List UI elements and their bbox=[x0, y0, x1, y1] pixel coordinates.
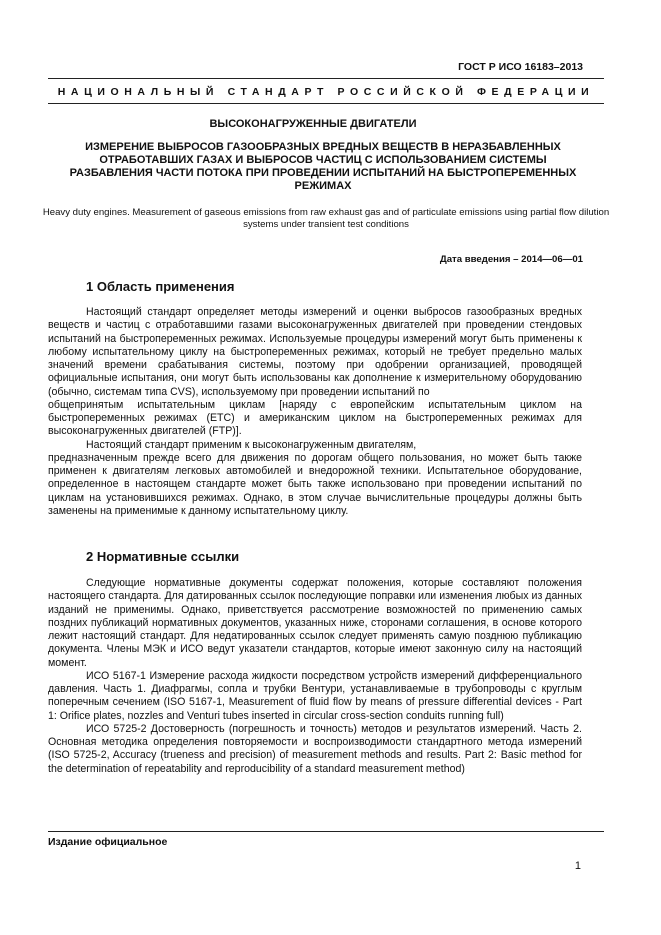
section-2-heading: 2 Нормативные ссылки bbox=[86, 549, 240, 564]
reference-iso-5167-1: ИСО 5167-1 Измерение расхода жидкости посредством устройств измерений дифференциального давления. Часть 1. Диафрагмы, сопла и трубки Вентури, устанавливаемые в трубопроводы с круглым поперечным сечением (ISO 5167-1, Measurement of fluid flow by means of pressure differential devices - Part 1: Orifice plates, nozzles and Venturi tubes inserted in circular cross-section conduits running full) bbox=[48, 669, 582, 722]
section-1-paragraph: Настоящий стандарт применим к высоконагруженным двигателям, bbox=[86, 438, 417, 451]
top-rule bbox=[48, 78, 604, 79]
section-1-paragraph: предназначенным прежде всего для движения по дорогам общего пользования, но может быть также применен к двигателям легковых автомобилей и внедорожной техники. Испытательное оборудование, определенное в настоящем стандарте может быть также использовано при проведении испытаний по циклам на установившихся режимах. Однако, в этом случае вычислительные процедуры должны быть заменены на применимые к данному испытательному циклу. bbox=[48, 451, 582, 517]
english-title: Heavy duty engines. Measurement of gaseous emissions from raw exhaust gas and of particulate emissions using partial flow dilution systems under transient test conditions bbox=[42, 207, 610, 230]
official-edition-label: Издание официальное bbox=[48, 836, 168, 848]
section-1-paragraph: общепринятым испытательным циклам [наряду с европейским испытательным циклом на быстропеременных режимах (ETC) и американским циклом на быстропеременных режимах для высоконагруженных двигателей (FTP)]. bbox=[48, 398, 582, 438]
introduction-date: Дата введения – 2014—06—01 bbox=[439, 254, 583, 265]
reference-iso-5725-2: ИСО 5725-2 Достоверность (погрешность и точность) методов и результатов измерений. Часть 2. Основная методика определения повторяемости и воспроизводимости стандартного метода измерений (ISO 5725-2, Accuracy (trueness and precision) of measurement methods and results. Part 2: Basic method for the determination of repeatability and reproducibility of a standard measurement method) bbox=[48, 722, 582, 775]
section-2-paragraph: Следующие нормативные документы содержат положения, которые составляют положения настоящего стандарта. Для датированных ссылок последующие поправки или изменения любых из данных изданий не применимы. Однако, приветствуется рассмотрение возможностей по применению самых поздних публикаций нормативных документов, указанных ниже, сторонами соглашения, в основе которого лежит настоящий стандарт. Для недатированных ссылок следует применять самую позднюю публикацию документа. Члены МЭК и ИСО ведут указатели стандартов, которые имеют законную силу на настоящий момент. bbox=[48, 577, 582, 669]
footer-rule bbox=[48, 831, 604, 832]
section-1-paragraph: Настоящий стандарт определяет методы измерений и оценки выбросов газообразных вредных веществ и частиц с отработавшими газами высоконагруженных двигателей при проведении стендовых испытаний на быстропеременных режимах. Используемые процедуры измерений могут быть применены к любому испытательному циклу на быстропеременных режимах, который не требует предельно малых значений времени срабатывания системы, поэтому при одобрении организацией, проводящей официальные испытания, они могут быть использованы как дополнение к измерительному оборудованию (обычно, системам типа CVS), используемому при проведении испытаний по bbox=[48, 306, 582, 398]
standard-designation: ГОСТ Р ИСО 16183–2013 bbox=[458, 61, 583, 73]
section-1-body bbox=[48, 306, 582, 518]
banner-rule bbox=[48, 103, 604, 104]
section-2-body bbox=[48, 577, 582, 776]
document-main-title: ВЫСОКОНАГРУЖЕННЫЕ ДВИГАТЕЛИ bbox=[209, 118, 417, 130]
document-sub-title: ИЗМЕРЕНИЕ ВЫБРОСОВ ГАЗООБРАЗНЫХ ВРЕДНЫХ ВЕЩЕСТВ В НЕРАЗБАВЛЕННЫХ ОТРАБОТАВШИХ ГАЗАХ И ВЫБРОСОВ ЧАСТИЦ С ИСПОЛЬЗОВАНИЕМ СИСТЕМЫ РАЗБАВЛЕНИЯ ЧАСТИ ПОТОКА ПРИ ПРОВЕДЕНИИ ИСПЫТАНИЙ НА БЫСТРОПЕРЕМЕННЫХ РЕЖИМАХ bbox=[69, 141, 577, 192]
national-standard-banner: НАЦИОНАЛЬНЫЙ СТАНДАРТ РОССИЙСКОЙ ФЕДЕРАЦИИ bbox=[57, 86, 595, 98]
page-number: 1 bbox=[574, 860, 581, 872]
section-1-heading: 1 Область применения bbox=[86, 279, 235, 294]
